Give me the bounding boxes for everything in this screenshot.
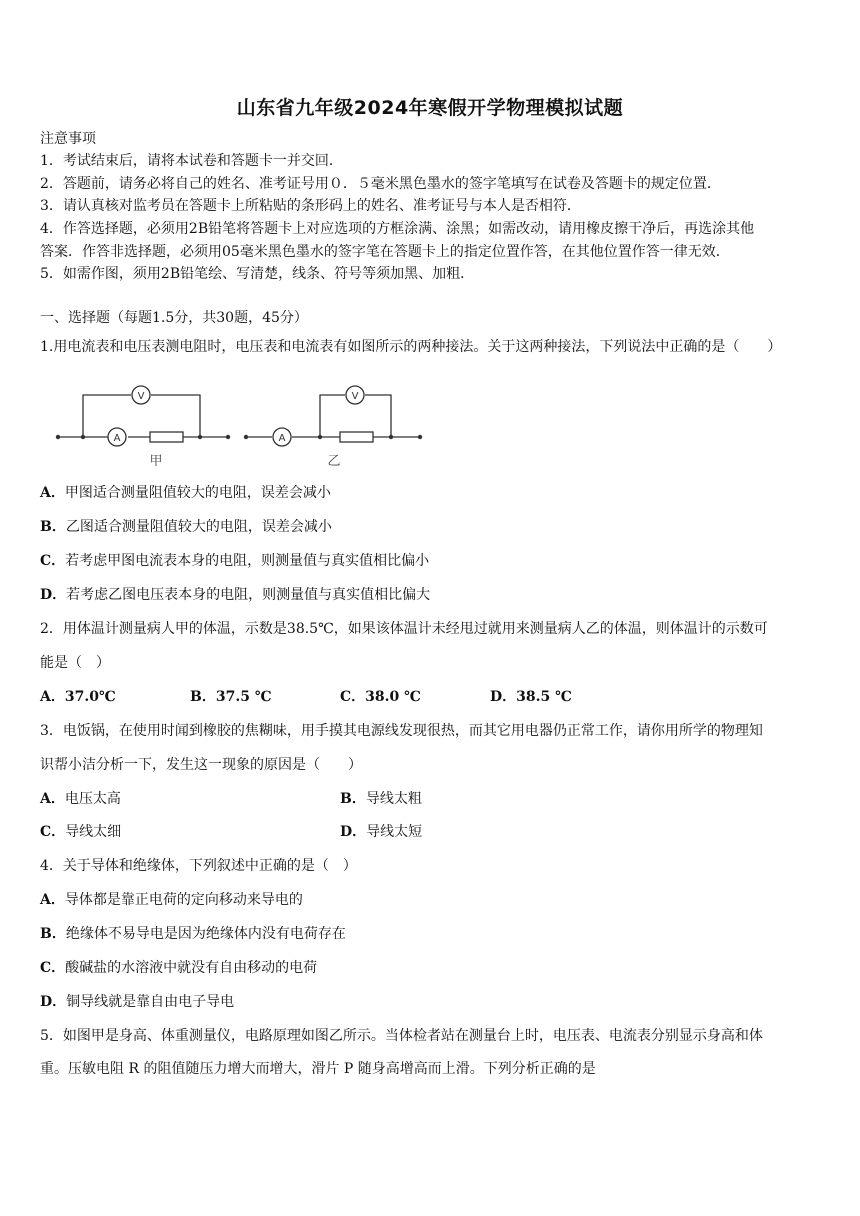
option-text: 铜导线就是靠自由电子导电: [66, 994, 235, 1010]
section-heading: 一、选择题（每题1.5分，共30题，45分）: [40, 310, 308, 326]
option-text: 若考虑甲图电流表本身的电阻，则测量值与真实值相比偏小: [65, 553, 430, 569]
option-text: 导体都是靠正电荷的定向移动来导电的: [64, 892, 303, 908]
q3-option-c: [40, 823, 121, 841]
q1-option-c: [40, 552, 429, 570]
q1-option-a: [40, 484, 331, 502]
voltmeter-label: V: [137, 391, 145, 402]
option-text: 绝缘体不易导电是因为绝缘体内没有电荷存在: [65, 926, 346, 942]
option-letter: A．: [40, 892, 65, 908]
option-text: 导线太粗: [365, 791, 422, 807]
q1-option-b: [40, 518, 332, 536]
option-letter: D．: [490, 689, 517, 705]
notice-heading: 注意事项: [40, 131, 96, 147]
option-text: 电压太高: [64, 791, 121, 807]
page-title: 山东省九年级2024年寒假开学物理模拟试题: [236, 97, 624, 119]
option-letter: C．: [340, 689, 366, 705]
q4-option-c: [40, 959, 317, 977]
q3-stem-line1: 3．电饭锅，在使用时闻到橡胶的焦糊味，用手摸其电源线发现很热，而其它用电器仍正常工作，请你用所学的物理知: [40, 723, 763, 739]
option-letter: B．: [40, 926, 66, 942]
notice-item: 4．作答选择题，必须用2B铅笔将答题卡上对应选项的方框涂满、涂黑；如需改动，请用橡皮擦干净后，再选涂其他: [40, 221, 755, 237]
q4-option-d: [40, 993, 234, 1011]
q2-stem-line2: 能是（ ）: [40, 655, 110, 671]
option-letter: B．: [40, 519, 66, 535]
q5-stem-line1: 5．如图甲是身高、体重测量仪，电路原理如图乙所示。当体检者站在测量台上时，电压表、电流表分别显示身高和体: [40, 1028, 763, 1044]
option-text: 37.5 ℃: [215, 689, 272, 705]
option-text: 导线太短: [366, 824, 423, 840]
option-letter: C．: [40, 553, 66, 569]
option-letter: A．: [40, 485, 65, 501]
option-text: 37.0℃: [64, 689, 116, 705]
option-letter: D．: [340, 824, 367, 840]
q2-stem-line1: 2．用体温计测量病人甲的体温，示数是38.5℃，如果该体温计未经甩过就用来测量病人乙的体温，则体温计的示数可: [40, 621, 768, 637]
option-letter: C．: [40, 824, 66, 840]
q3-option-d: [340, 823, 422, 841]
notice-item: 1．考试结束后，请将本试卷和答题卡一并交回．: [40, 153, 343, 169]
q2-option-a: [40, 688, 116, 706]
q1-option-d: [40, 586, 430, 604]
q1-stem: 1.用电流表和电压表测电阻时，电压表和电流表有如图所示的两种接法。关于这两种接法，下列说法中正确的是（ ）: [40, 339, 782, 355]
option-text: 乙图适合测量阻值较大的电阻，误差会减小: [65, 519, 332, 535]
option-letter: D．: [40, 994, 67, 1010]
q3-option-a: [40, 790, 121, 808]
option-text: 甲图适合测量阻值较大的电阻，误差会减小: [64, 485, 331, 501]
voltmeter-label: V: [351, 391, 359, 402]
option-text: 38.0 ℃: [365, 689, 421, 705]
notice-item: 答案．作答非选择题，必须用05毫米黑色墨水的签字笔在答题卡上的指定位置作答，在其他位置作答一律无效．: [40, 244, 730, 260]
figure-caption-jia: 甲: [149, 454, 163, 469]
q4-option-b: [40, 925, 346, 943]
q3-stem-line2: 识帮小洁分析一下，发生这一现象的原因是（ ）: [40, 757, 362, 773]
q3-option-b: [340, 790, 422, 808]
q2-option-b: [190, 688, 272, 706]
option-text: 导线太细: [65, 824, 122, 840]
q5-stem-line2: 重。压敏电阻 R 的阻值随压力增大而增大，滑片 P 随身高增高而上滑。下列分析正确的是: [40, 1061, 596, 1077]
q4-stem: 4．关于导体和绝缘体，下列叙述中正确的是（ ）: [40, 858, 357, 874]
option-letter: C．: [40, 960, 66, 976]
notice-item: 5．如需作图，须用2B铅笔绘、写清楚，线条、符号等须加黑、加粗．: [40, 266, 475, 282]
figure-caption-yi: 乙: [327, 454, 341, 469]
ammeter-label: A: [113, 433, 121, 444]
q4-option-a: [40, 891, 303, 909]
ammeter-label: A: [278, 433, 286, 444]
notice-item: 2．答题前，请务必将自己的姓名、准考证号用０．５毫米黑色墨水的签字笔填写在试卷及答题卡的规定位置．: [40, 176, 721, 192]
q2-option-d: [490, 688, 572, 706]
option-text: 若考虑乙图电压表本身的电阻，则测量值与真实值相比偏大: [66, 587, 431, 603]
notice-item: 3．请认真核对监考员在答题卡上所粘贴的条形码上的姓名、准考证号与本人是否相符．: [40, 198, 581, 214]
option-letter: D．: [40, 587, 67, 603]
option-letter: B．: [340, 791, 366, 807]
circuit-diagram: [48, 378, 428, 470]
q2-option-c: [340, 688, 421, 706]
option-text: 38.5 ℃: [516, 689, 572, 705]
option-letter: A．: [40, 689, 65, 705]
option-letter: B．: [190, 689, 216, 705]
option-text: 酸碱盐的水溶液中就没有自由移动的电荷: [65, 960, 318, 976]
option-letter: A．: [40, 791, 65, 807]
circuit-yi: [246, 386, 420, 446]
